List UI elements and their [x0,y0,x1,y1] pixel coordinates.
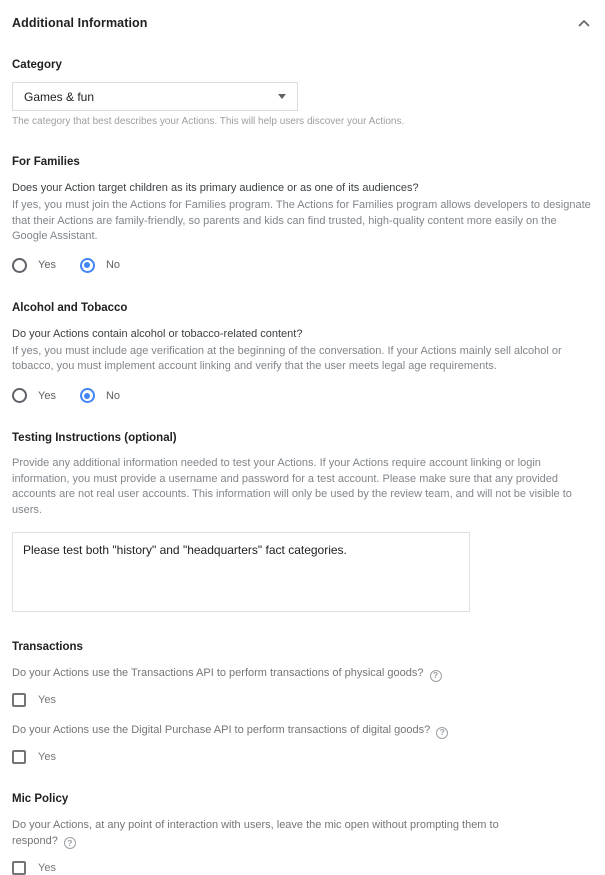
help-circle-icon[interactable]: ? [430,670,442,682]
mic-policy-checkbox[interactable] [12,861,592,875]
collapse-button[interactable] [576,17,592,29]
transactions-title: Transactions [12,641,83,654]
alcohol-tobacco-radio-yes[interactable] [12,388,56,403]
question-text: Do your Actions, at any point of interaction with users, leave the mic open without prompting them to respond? [12,819,499,848]
checkbox-label: Yes [38,862,56,875]
testing-instructions-title: Testing Instructions (optional) [12,432,177,445]
testing-instructions-section [12,432,592,612]
panel-header [12,16,592,30]
for-families-question: Does your Action target children as its primary audience or as one of its audiences? [12,182,419,194]
transactions-physical-group [12,666,592,707]
checkbox-label: Yes [38,751,56,764]
radio-label: No [105,259,121,272]
category-select[interactable] [12,82,298,111]
alcohol-tobacco-question: Do your Actions contain alcohol or tobacco-related content? [12,327,303,340]
for-families-radio-yes[interactable] [12,258,56,273]
radio-checked-icon [80,388,95,403]
question-text: Do your Actions use the Digital Purchase API to perform transactions of digital goods? [12,724,431,737]
testing-instructions-description: Provide any additional information needed to test your Actions. If your Actions require account linking or login information, you must provide a username and password for a test account. Please make sure that any provided accounts are not real user accounts. This information will only be used by the review team, and will not be visible to users. [12,457,572,516]
radio-unchecked-icon [12,258,27,273]
alcohol-tobacco-description: If yes, you must include age verification at the beginning of the conversation. If your Actions mainly sell alcohol or tobacco, you must implement account linking and verify that the user meets legal age requirements. [12,344,562,373]
radio-unchecked-icon [12,388,27,403]
chevron-up-icon [578,15,590,30]
mic-policy-question [12,818,517,850]
transactions-physical-question [12,666,592,682]
transactions-physical-checkbox[interactable] [12,693,592,707]
testing-instructions-input[interactable] [12,532,470,612]
help-circle-icon[interactable]: ? [436,727,448,739]
checkbox-unchecked-icon [12,750,26,764]
category-label: Category [12,59,62,71]
transactions-digital-checkbox[interactable] [12,750,592,764]
for-families-description: If yes, you must join the Actions for Families program. The Actions for Families program allows developers to designate that their Actions are family-friendly, so parents and kids can find trusted, high-quality content more easily on the Google Assistant. [12,199,591,243]
question-text: Do your Actions use the Transactions API to perform transactions of physical goods? [12,667,424,680]
mic-policy-title: Mic Policy [12,793,69,806]
panel-title: Additional Information [12,16,148,30]
category-select-value: Games & fun [24,89,95,104]
help-circle-icon[interactable]: ? [64,837,76,849]
alcohol-tobacco-section [12,302,592,403]
mic-policy-section [12,793,592,875]
radio-label: Yes [38,259,56,272]
for-families-section [12,156,592,273]
category-field [12,59,592,127]
for-families-radio-no[interactable] [80,258,120,273]
alcohol-tobacco-title: Alcohol and Tobacco [12,301,128,314]
alcohol-tobacco-radio-group [12,388,592,403]
transactions-digital-group [12,723,592,764]
checkbox-label: Yes [38,694,56,707]
for-families-radio-group [12,258,592,273]
for-families-title: For Families [12,156,80,168]
checkbox-unchecked-icon [12,693,26,707]
radio-label: No [105,389,121,402]
alcohol-tobacco-radio-no[interactable] [80,388,120,403]
checkbox-unchecked-icon [12,861,26,875]
category-helper-text: The category that best describes your Actions. This will help users discover your Actions. [12,116,405,127]
caret-down-icon [278,94,286,99]
radio-label: Yes [38,389,56,402]
transactions-digital-question [12,723,592,739]
transactions-section [12,641,592,764]
radio-checked-icon [80,258,95,273]
